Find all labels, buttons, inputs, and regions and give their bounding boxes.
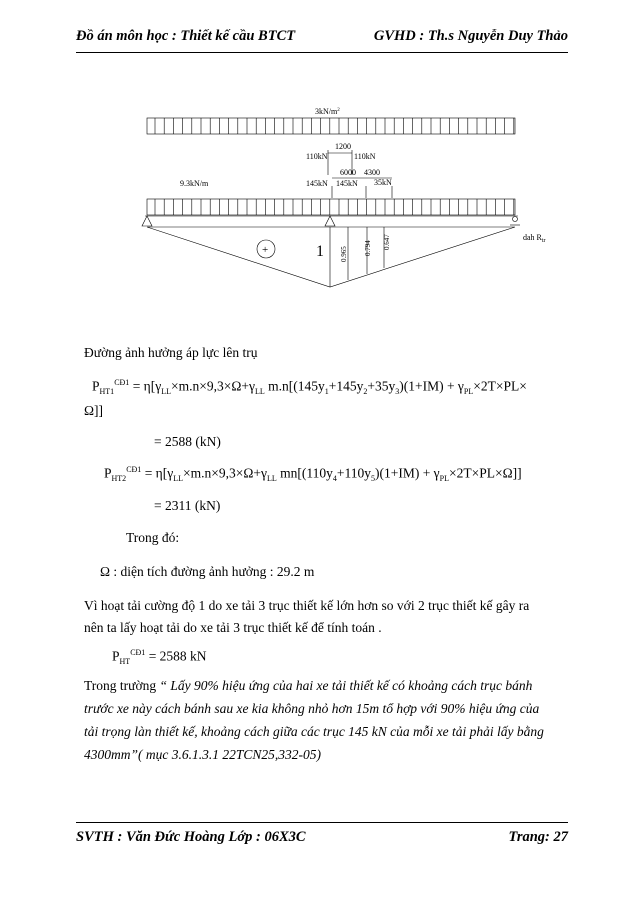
influence-triangle [147, 227, 515, 287]
paragraph-2-line-2: trước xe này cách bánh sau xe kia không nhỏ hơn 15m tổ hợp với 90% hiệu ứng của [84, 701, 540, 716]
right-support [513, 217, 518, 222]
formula-1-cont: Ω]] [84, 403, 104, 418]
footer-rule [76, 822, 568, 823]
dist-load-label: $3kN/m^2$ [315, 107, 340, 116]
peak-value: 1 [316, 243, 324, 260]
formula-1-result: = 2588 (kN) [154, 434, 221, 449]
figure-caption: Đường ảnh hưởng áp lực lên trụ [84, 345, 258, 360]
dah-label: dah $R_{tr}$ [523, 233, 546, 244]
formula-1: $P_{HT1}^{CĐ1} = \eta[\gamma_{LL}\times m.n\times 9,3\times\Omega+\gamma_{LL}$ $m.n[(145y_1+145y_2+35y_3)(1+IM) + \gamma_{PL}\times 2T\times PL\times$ [92, 378, 527, 397]
tandem-left: 110kN [306, 152, 328, 161]
trong-do: Trong đó: [126, 530, 180, 545]
pedestrian-load-band [147, 118, 515, 134]
header-right: GVHD : Th.s Nguyễn Duy Thảo [373, 28, 568, 44]
plus-sign: + [262, 244, 269, 256]
truck-spacing-1: 6000 [340, 168, 356, 177]
paragraph-1-line-2: nên ta lấy hoạt tải do xe tải 3 trục thiết kế để tính toán . [84, 620, 382, 635]
header-left: Đồ án môn học : Thiết kế cầu BTCT [76, 28, 296, 44]
middle-support [325, 216, 335, 226]
paragraph-1-line-1: Vì hoạt tải cường độ 1 do xe tải 3 trục thiết kế lớn hơn so với 2 trục thiết kế gây ra [84, 598, 530, 613]
omega-definition: Ω : diện tích đường ảnh hưởng : 29.2 m [100, 564, 315, 579]
truck-axle-1: 145kN [306, 179, 328, 188]
ordinate-1: 0.965 [340, 246, 348, 262]
footer-right: Trang: 27 [508, 829, 568, 845]
page-footer [76, 829, 568, 846]
paragraph-2-line-4: 4300mm”( mục 3.6.1.3.1 22TCN25,332-05) [84, 747, 322, 762]
lane-load-band [147, 199, 515, 215]
footer-left: SVTH : Văn Đức Hoàng Lớp : 06X3C [76, 829, 306, 845]
formula-2: $P_{HT2}^{CĐ1} = \eta[\gamma_{LL}\times m.n\times 9,3\times\Omega+\gamma_{LL}$ $mn[(110y_4+110y_5)(1+IM) + \gamma_{PL}\times 2T\times PL\times\Omega]$] [104, 465, 522, 484]
pht-value: $P_{HT}^{CĐ1} = 2588$ kN [112, 648, 207, 667]
lane-load-label: 9.3kN/m [180, 179, 209, 188]
left-support [142, 216, 152, 226]
truck-axle-2: 145kN [336, 179, 358, 188]
influence-line-figure [0, 0, 638, 300]
truck-axle-3: 35kN [374, 178, 392, 187]
truck-spacing-2: 4300 [364, 168, 380, 177]
paragraph-2-line-3: tải trọng làn thiết kế, khoảng cách giữa các trục 145 kN của mỗi xe tải phải lấy bằng [84, 724, 544, 739]
ordinate-2: 0.794 [364, 240, 372, 256]
tandem-spacing: 1200 [335, 142, 351, 151]
tandem-right: 110kN [354, 152, 376, 161]
formula-2-result: = 2311 (kN) [154, 498, 221, 513]
ordinate-3: 0.647 [383, 234, 391, 250]
paragraph-2-line-1: Trong trường “ Lấy 90% hiệu ứng của hai xe tải thiết kế có khoảng cách trục bánh [84, 678, 533, 693]
